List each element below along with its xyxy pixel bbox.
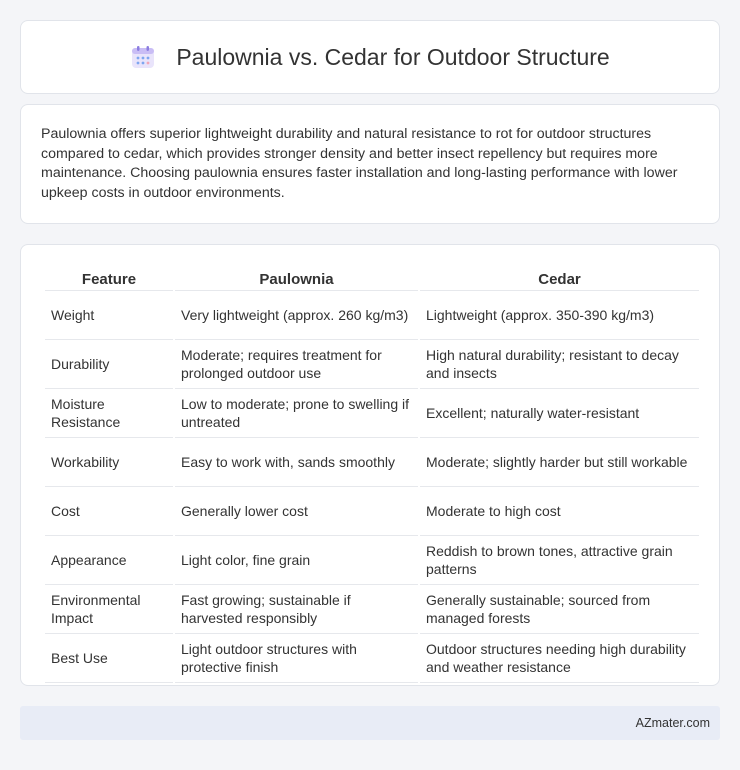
header-cedar: Cedar xyxy=(420,263,699,291)
row-cedar: Lightweight (approx. 350-390 kg/m3) xyxy=(420,291,699,340)
footer-brand[interactable]: AZmater.com xyxy=(635,716,710,730)
row-feature: Workability xyxy=(45,438,173,487)
row-feature: Best Use xyxy=(45,634,173,683)
row-paulownia: Very lightweight (approx. 260 kg/m3) xyxy=(175,291,418,340)
row-cedar: Moderate to high cost xyxy=(420,487,699,536)
header-paulownia: Paulownia xyxy=(175,263,418,291)
row-feature: Appearance xyxy=(45,536,173,585)
comparison-table-card xyxy=(20,244,720,686)
row-feature: Cost xyxy=(45,487,173,536)
row-paulownia: Light outdoor structures with protective finish xyxy=(175,634,418,683)
header-feature: Feature xyxy=(45,263,173,291)
row-paulownia: Generally lower cost xyxy=(175,487,418,536)
row-feature: Weight xyxy=(45,291,173,340)
comparison-table xyxy=(43,263,701,683)
row-paulownia: Fast growing; sustainable if harvested responsibly xyxy=(175,585,418,634)
calendar-icon xyxy=(130,44,156,70)
summary-card xyxy=(20,104,720,224)
table-row xyxy=(45,340,699,389)
table-row xyxy=(45,585,699,634)
row-feature: Environmental Impact xyxy=(45,585,173,634)
row-feature: Durability xyxy=(45,340,173,389)
row-paulownia: Light color, fine grain xyxy=(175,536,418,585)
table-row xyxy=(45,291,699,340)
row-cedar: Moderate; slightly harder but still workable xyxy=(420,438,699,487)
row-feature: Moisture Resistance xyxy=(45,389,173,438)
row-cedar: Outdoor structures needing high durability and weather resistance xyxy=(420,634,699,683)
title-card xyxy=(20,20,720,94)
table-row xyxy=(45,438,699,487)
footer xyxy=(20,706,720,740)
table-row xyxy=(45,634,699,683)
summary-text: Paulownia offers superior lightweight durability and natural resistance to rot for outdoor structures compared to cedar, which provides stronger density and better insect repellency but requires more maintenance. Choosing paulownia ensures faster installation and long-lasting performance with lower upkeep costs in outdoor environments. xyxy=(41,126,678,201)
table-row xyxy=(45,487,699,536)
row-paulownia: Low to moderate; prone to swelling if untreated xyxy=(175,389,418,438)
row-cedar: Excellent; naturally water-resistant xyxy=(420,389,699,438)
row-cedar: High natural durability; resistant to decay and insects xyxy=(420,340,699,389)
row-paulownia: Easy to work with, sands smoothly xyxy=(175,438,418,487)
table-header-row xyxy=(45,263,699,291)
page-title: Paulownia vs. Cedar for Outdoor Structure xyxy=(176,43,610,70)
table-row xyxy=(45,536,699,585)
row-cedar: Generally sustainable; sourced from managed forests xyxy=(420,585,699,634)
row-paulownia: Moderate; requires treatment for prolonged outdoor use xyxy=(175,340,418,389)
row-cedar: Reddish to brown tones, attractive grain patterns xyxy=(420,536,699,585)
table-row xyxy=(45,389,699,438)
